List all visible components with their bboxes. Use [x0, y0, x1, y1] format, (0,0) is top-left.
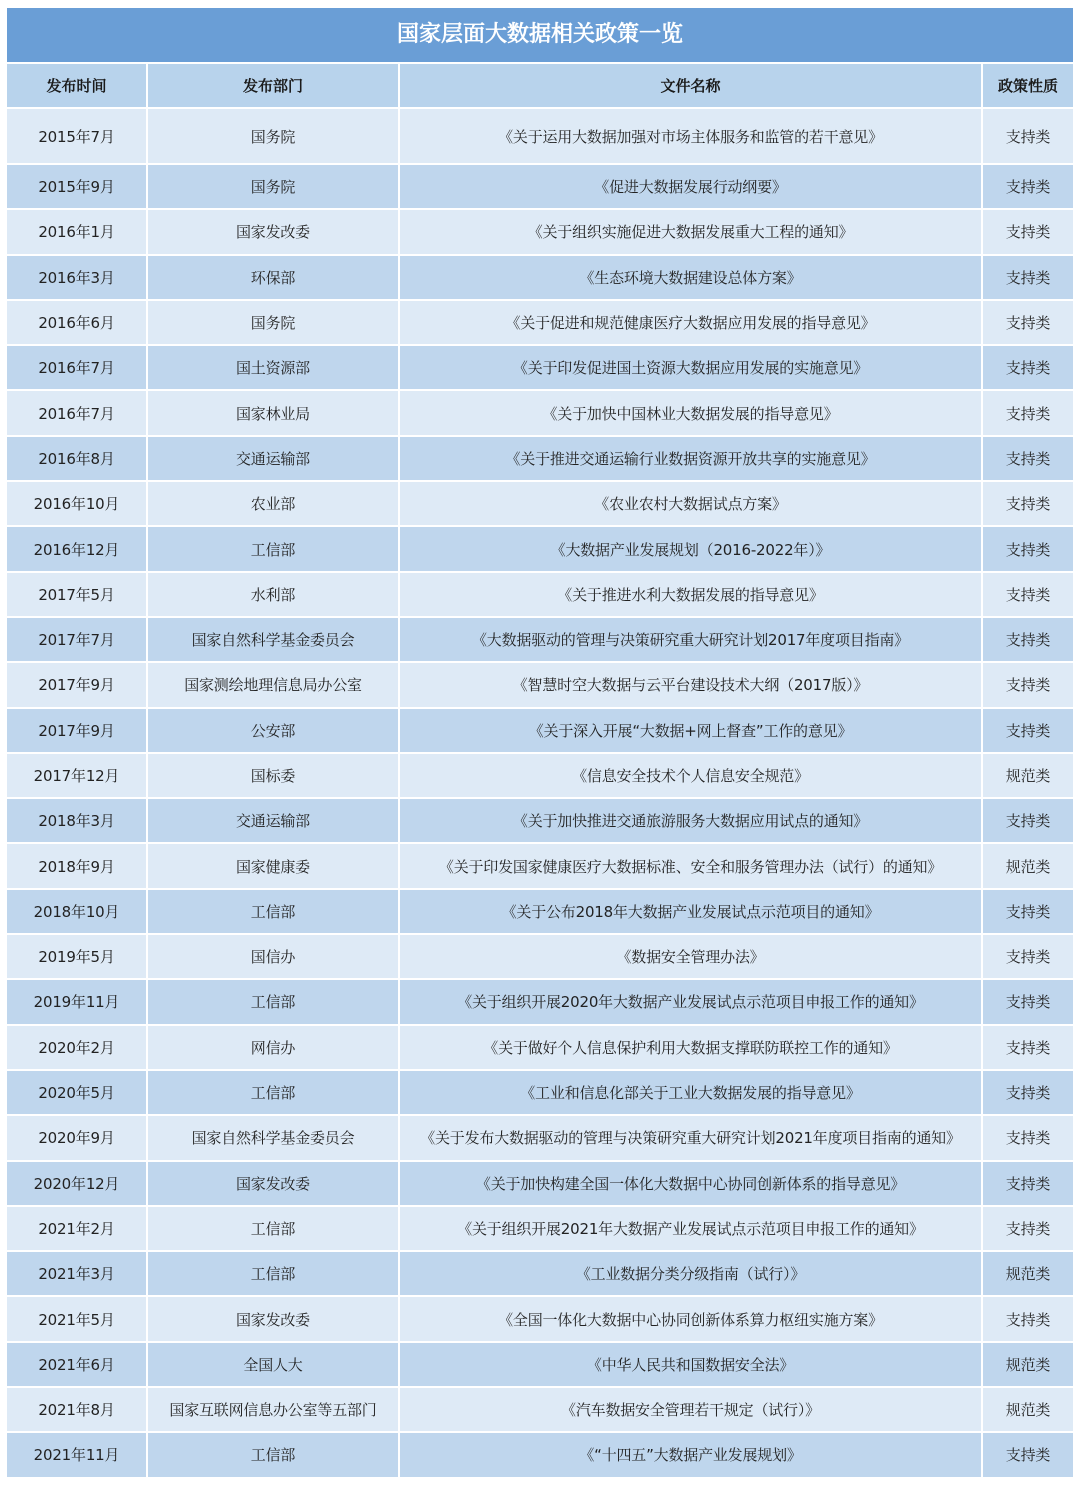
table-row — [7, 617, 1073, 662]
cell-department: 工信部 — [147, 979, 399, 1024]
cell-department: 国信办 — [147, 934, 399, 979]
table-row — [7, 1115, 1073, 1160]
cell-policy-type: 规范类 — [982, 753, 1073, 798]
header-row — [7, 64, 1073, 108]
cell-date: 2017年7月 — [7, 617, 147, 662]
cell-document: 《关于推进水利大数据发展的指导意见》 — [399, 572, 982, 617]
cell-policy-type: 支持类 — [982, 108, 1073, 164]
cell-document: 《“十四五”大数据产业发展规划》 — [399, 1432, 982, 1477]
cell-department: 公安部 — [147, 708, 399, 753]
cell-document: 《农业农村大数据试点方案》 — [399, 481, 982, 526]
cell-document: 《数据安全管理办法》 — [399, 934, 982, 979]
cell-date: 2017年12月 — [7, 753, 147, 798]
cell-policy-type: 支持类 — [982, 889, 1073, 934]
cell-policy-type: 支持类 — [982, 1115, 1073, 1160]
cell-policy-type: 支持类 — [982, 300, 1073, 345]
cell-date: 2018年9月 — [7, 843, 147, 888]
cell-department: 工信部 — [147, 1206, 399, 1251]
cell-department: 国家健康委 — [147, 843, 399, 888]
table-row — [7, 1206, 1073, 1251]
cell-policy-type: 规范类 — [982, 1387, 1073, 1432]
cell-document: 《促进大数据发展行动纲要》 — [399, 164, 982, 209]
cell-department: 国家林业局 — [147, 390, 399, 435]
cell-document: 《关于做好个人信息保护利用大数据支撑联防联控工作的通知》 — [399, 1025, 982, 1070]
cell-date: 2020年5月 — [7, 1070, 147, 1115]
cell-date: 2016年7月 — [7, 390, 147, 435]
cell-document: 《关于深入开展“大数据+网上督查”工作的意见》 — [399, 708, 982, 753]
policy-table — [7, 64, 1073, 1479]
cell-date: 2016年3月 — [7, 255, 147, 300]
cell-document: 《全国一体化大数据中心协同创新体系算力枢纽实施方案》 — [399, 1296, 982, 1341]
cell-department: 国家发改委 — [147, 209, 399, 254]
cell-date: 2016年10月 — [7, 481, 147, 526]
cell-date: 2015年9月 — [7, 164, 147, 209]
cell-document: 《工业和信息化部关于工业大数据发展的指导意见》 — [399, 1070, 982, 1115]
cell-policy-type: 支持类 — [982, 1296, 1073, 1341]
cell-document: 《关于组织开展2020年大数据产业发展试点示范项目申报工作的通知》 — [399, 979, 982, 1024]
table-row — [7, 209, 1073, 254]
cell-document: 《关于公布2018年大数据产业发展试点示范项目的通知》 — [399, 889, 982, 934]
cell-department: 环保部 — [147, 255, 399, 300]
cell-policy-type: 支持类 — [982, 1025, 1073, 1070]
cell-date: 2021年8月 — [7, 1387, 147, 1432]
cell-department: 交通运输部 — [147, 798, 399, 843]
cell-date: 2016年8月 — [7, 436, 147, 481]
cell-department: 工信部 — [147, 1070, 399, 1115]
table-row — [7, 934, 1073, 979]
cell-policy-type: 支持类 — [982, 390, 1073, 435]
table-row — [7, 843, 1073, 888]
cell-department: 国务院 — [147, 164, 399, 209]
cell-document: 《关于组织实施促进大数据发展重大工程的通知》 — [399, 209, 982, 254]
cell-policy-type: 支持类 — [982, 708, 1073, 753]
cell-policy-type: 支持类 — [982, 934, 1073, 979]
cell-department: 国家自然科学基金委员会 — [147, 617, 399, 662]
cell-department: 交通运输部 — [147, 436, 399, 481]
cell-document: 《生态环境大数据建设总体方案》 — [399, 255, 982, 300]
table-row — [7, 1251, 1073, 1296]
cell-department: 国家发改委 — [147, 1296, 399, 1341]
table-body — [7, 108, 1073, 1478]
cell-policy-type: 支持类 — [982, 436, 1073, 481]
cell-document: 《中华人民共和国数据安全法》 — [399, 1342, 982, 1387]
table-title: 国家层面大数据相关政策一览 — [7, 8, 1073, 64]
cell-date: 2021年11月 — [7, 1432, 147, 1477]
cell-policy-type: 支持类 — [982, 1432, 1073, 1477]
header-department: 发布部门 — [147, 64, 399, 108]
cell-policy-type: 支持类 — [982, 164, 1073, 209]
cell-date: 2017年9月 — [7, 662, 147, 707]
table-row — [7, 708, 1073, 753]
cell-date: 2018年3月 — [7, 798, 147, 843]
table-row — [7, 889, 1073, 934]
cell-document: 《工业数据分类分级指南（试行）》 — [399, 1251, 982, 1296]
cell-policy-type: 支持类 — [982, 798, 1073, 843]
cell-policy-type: 支持类 — [982, 1161, 1073, 1206]
cell-department: 国家自然科学基金委员会 — [147, 1115, 399, 1160]
table-row — [7, 1387, 1073, 1432]
cell-document: 《智慧时空大数据与云平台建设技术大纲（2017版）》 — [399, 662, 982, 707]
table-row — [7, 526, 1073, 571]
cell-date: 2021年5月 — [7, 1296, 147, 1341]
cell-department: 工信部 — [147, 1432, 399, 1477]
cell-policy-type: 支持类 — [982, 345, 1073, 390]
cell-document: 《关于促进和规范健康医疗大数据应用发展的指导意见》 — [399, 300, 982, 345]
cell-date: 2016年6月 — [7, 300, 147, 345]
cell-date: 2017年9月 — [7, 708, 147, 753]
table-row — [7, 753, 1073, 798]
cell-policy-type: 规范类 — [982, 1251, 1073, 1296]
cell-date: 2020年2月 — [7, 1025, 147, 1070]
table-row — [7, 390, 1073, 435]
table-row — [7, 255, 1073, 300]
table-row — [7, 798, 1073, 843]
table-row — [7, 345, 1073, 390]
cell-date: 2021年2月 — [7, 1206, 147, 1251]
policy-table-sheet — [7, 8, 1073, 1479]
cell-document: 《关于运用大数据加强对市场主体服务和监管的若干意见》 — [399, 108, 982, 164]
cell-department: 工信部 — [147, 889, 399, 934]
cell-date: 2017年5月 — [7, 572, 147, 617]
cell-department: 农业部 — [147, 481, 399, 526]
cell-department: 国家测绘地理信息局办公室 — [147, 662, 399, 707]
table-row — [7, 979, 1073, 1024]
cell-policy-type: 支持类 — [982, 979, 1073, 1024]
table-row — [7, 1296, 1073, 1341]
cell-date: 2016年1月 — [7, 209, 147, 254]
cell-document: 《关于组织开展2021年大数据产业发展试点示范项目申报工作的通知》 — [399, 1206, 982, 1251]
cell-policy-type: 支持类 — [982, 1070, 1073, 1115]
cell-document: 《大数据驱动的管理与决策研究重大研究计划2017年度项目指南》 — [399, 617, 982, 662]
cell-policy-type: 支持类 — [982, 255, 1073, 300]
table-row — [7, 662, 1073, 707]
table-row — [7, 300, 1073, 345]
cell-department: 工信部 — [147, 526, 399, 571]
cell-department: 国家互联网信息办公室等五部门 — [147, 1387, 399, 1432]
table-row — [7, 1342, 1073, 1387]
cell-document: 《关于加快中国林业大数据发展的指导意见》 — [399, 390, 982, 435]
cell-date: 2020年9月 — [7, 1115, 147, 1160]
table-row — [7, 1161, 1073, 1206]
cell-policy-type: 支持类 — [982, 526, 1073, 571]
cell-date: 2015年7月 — [7, 108, 147, 164]
cell-document: 《信息安全技术个人信息安全规范》 — [399, 753, 982, 798]
cell-document: 《关于印发促进国土资源大数据应用发展的实施意见》 — [399, 345, 982, 390]
table-row — [7, 108, 1073, 164]
cell-department: 工信部 — [147, 1251, 399, 1296]
cell-policy-type: 支持类 — [982, 481, 1073, 526]
cell-date: 2019年5月 — [7, 934, 147, 979]
table-row — [7, 1070, 1073, 1115]
cell-department: 网信办 — [147, 1025, 399, 1070]
table-row — [7, 481, 1073, 526]
cell-date: 2021年3月 — [7, 1251, 147, 1296]
cell-document: 《关于加快构建全国一体化大数据中心协同创新体系的指导意见》 — [399, 1161, 982, 1206]
cell-document: 《关于发布大数据驱动的管理与决策研究重大研究计划2021年度项目指南的通知》 — [399, 1115, 982, 1160]
cell-department: 国务院 — [147, 108, 399, 164]
cell-policy-type: 支持类 — [982, 572, 1073, 617]
table-row — [7, 1025, 1073, 1070]
cell-document: 《关于加快推进交通旅游服务大数据应用试点的通知》 — [399, 798, 982, 843]
cell-policy-type: 支持类 — [982, 662, 1073, 707]
cell-department: 国务院 — [147, 300, 399, 345]
cell-policy-type: 规范类 — [982, 843, 1073, 888]
cell-date: 2021年6月 — [7, 1342, 147, 1387]
cell-date: 2016年12月 — [7, 526, 147, 571]
table-row — [7, 436, 1073, 481]
header-date: 发布时间 — [7, 64, 147, 108]
cell-document: 《汽车数据安全管理若干规定（试行）》 — [399, 1387, 982, 1432]
cell-document: 《大数据产业发展规划（2016-2022年）》 — [399, 526, 982, 571]
header-document: 文件名称 — [399, 64, 982, 108]
cell-date: 2016年7月 — [7, 345, 147, 390]
table-row — [7, 1432, 1073, 1477]
cell-document: 《关于推进交通运输行业数据资源开放共享的实施意见》 — [399, 436, 982, 481]
cell-policy-type: 支持类 — [982, 1206, 1073, 1251]
table-row — [7, 164, 1073, 209]
cell-department: 水利部 — [147, 572, 399, 617]
cell-policy-type: 规范类 — [982, 1342, 1073, 1387]
cell-policy-type: 支持类 — [982, 209, 1073, 254]
cell-document: 《关于印发国家健康医疗大数据标准、安全和服务管理办法（试行）的通知》 — [399, 843, 982, 888]
cell-department: 国标委 — [147, 753, 399, 798]
cell-policy-type: 支持类 — [982, 617, 1073, 662]
header-policy-type: 政策性质 — [982, 64, 1073, 108]
cell-department: 国土资源部 — [147, 345, 399, 390]
cell-department: 国家发改委 — [147, 1161, 399, 1206]
cell-date: 2020年12月 — [7, 1161, 147, 1206]
cell-date: 2019年11月 — [7, 979, 147, 1024]
cell-department: 全国人大 — [147, 1342, 399, 1387]
cell-date: 2018年10月 — [7, 889, 147, 934]
table-row — [7, 572, 1073, 617]
